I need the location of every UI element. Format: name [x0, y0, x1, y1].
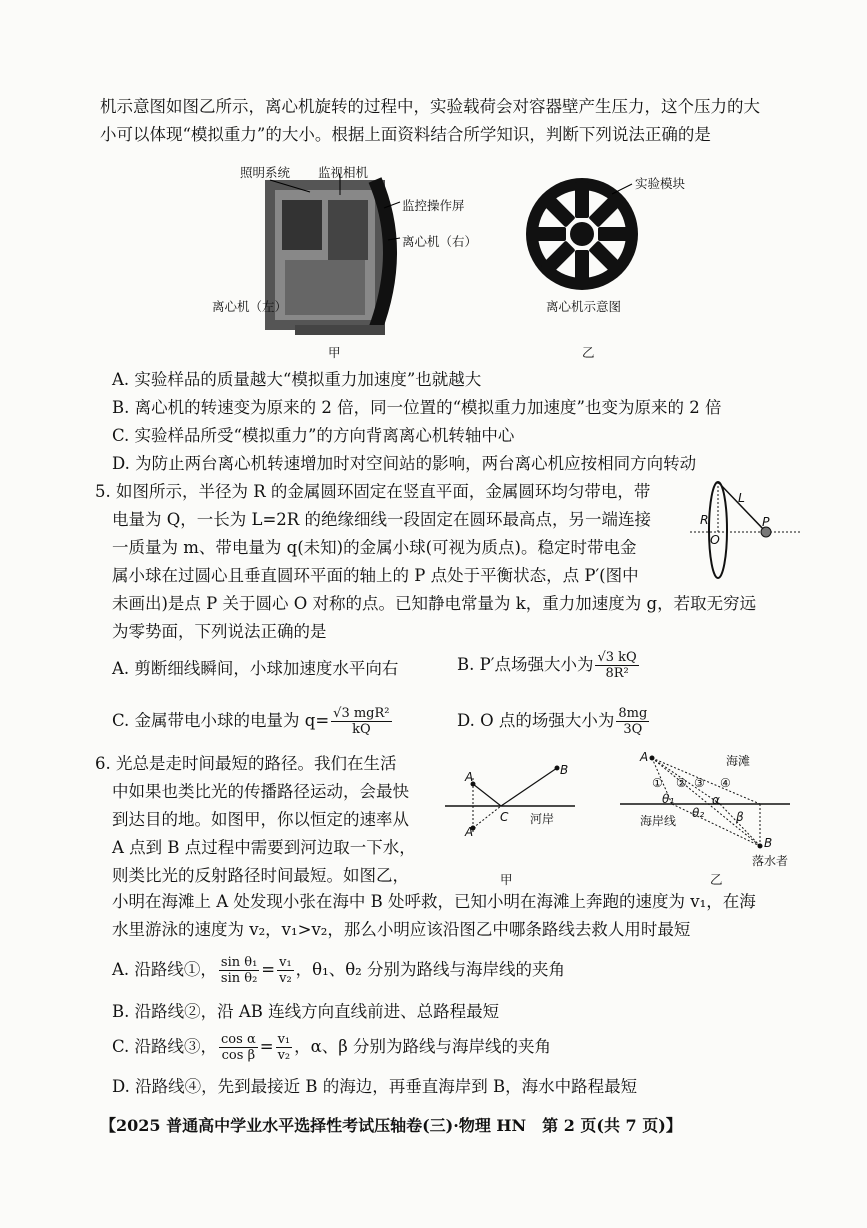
q6-option-c-eq: = — [259, 1037, 274, 1056]
fig-jia-label-B: B — [560, 763, 569, 777]
fig-yi-label-B: B — [764, 836, 773, 850]
q6-option-a-frac2 — [277, 955, 294, 986]
q5-option-d — [457, 706, 651, 737]
label-R: R — [700, 512, 709, 527]
q6-option-d: D. 沿路线④，先到最接近 B 的海边，再垂直海岸到 B，海水中路程最短 — [112, 1077, 638, 1096]
q6-option-a-num2: v₁ — [279, 955, 292, 970]
intro-line-1: 机示意图如图乙所示，离心机旋转的过程中，实验载荷会对容器壁产生压力，这个压力的大 — [100, 97, 760, 116]
q6-option-a-eq: = — [261, 960, 276, 979]
label-module: 实验模块 — [635, 176, 686, 191]
fig-yi-swimmer: 落水者 — [752, 854, 789, 868]
q4-option-b: B. 离心机的转速变为原来的 2 倍，同一位置的“模拟重力加速度”也变为原来的 2 倍 — [112, 398, 722, 417]
q5-option-c-den: kQ — [352, 722, 371, 737]
q4-option-c: C. 实验样品所受“模拟重力”的方向背离离心机转轴中心 — [112, 426, 515, 445]
q6-option-a — [112, 955, 565, 986]
fig-yi-theta1: θ₁ — [662, 792, 675, 806]
q6-option-a-num: sin θ₁ — [220, 955, 258, 970]
fig-jia-label-C: C — [500, 810, 509, 824]
q6-option-a-den2: v₂ — [279, 971, 292, 986]
figure-yi-caption: 乙 — [582, 345, 595, 360]
ring-diagram-drawing — [690, 478, 800, 583]
fig-yi-circle-3: ③ — [694, 776, 705, 790]
label-screen: 监控操作屏 — [402, 198, 465, 213]
q5-option-c-prefix: C. 金属带电小球的电量为 q= — [112, 711, 330, 730]
q5-line-6: 为零势面，下列说法正确的是 — [112, 622, 327, 641]
q4-option-d: D. 为防止两台离心机转速增加时对空间站的影响，两台离心机应按相同方向转动 — [112, 454, 697, 473]
q6-option-c — [112, 1032, 551, 1063]
q6-option-a-suffix: ，θ₁、θ₂ 分别为路线与海岸线的夹角 — [295, 960, 566, 979]
q5-option-b-den: 8R² — [605, 666, 629, 681]
q5-option-b-num: √3 kQ — [597, 650, 637, 665]
label-centrifuge-right: 离心机（右） — [402, 234, 478, 249]
label-centrifuge-left: 离心机（左） — [212, 299, 288, 314]
ring-diagram — [690, 478, 800, 583]
q5-option-b-prefix: B. P′点场强大小为 — [457, 655, 594, 674]
q5-option-d-fraction — [616, 706, 649, 737]
q6-line-4: A 点到 B 点过程中需要到河边取一下水， — [112, 838, 416, 857]
fig-yi-alpha: α — [712, 793, 720, 807]
q5-line-2: 电量为 Q，一长为 L=2R 的绝缘细线一段固定在圆环最高点，另一端连接 — [112, 510, 651, 529]
fig-yi-circle-1: ① — [652, 776, 663, 790]
label-O: O — [710, 532, 720, 547]
q6-line-7: 水里游泳的速度为 v₂，v₁>v₂，那么小明应该沿图乙中哪条路线去救人用时最短 — [112, 920, 691, 939]
q5-option-d-prefix: D. O 点的场强大小为 — [457, 711, 615, 730]
label-L: L — [738, 490, 745, 505]
q6-option-c-frac2 — [276, 1032, 293, 1063]
q6-option-c-prefix: C. 沿路线③， — [112, 1037, 218, 1056]
fig-yi-label-A: A — [640, 750, 649, 764]
q6-option-c-den: cos β — [221, 1048, 256, 1063]
intro-line-2: 小可以体现“模拟重力”的大小。根据上面资料结合所学知识，判断下列说法正确的是 — [100, 125, 711, 144]
q5-option-a: A. 剪断细线瞬间，小球加速度水平向右 — [112, 659, 399, 678]
centrifuge-diagram-drawing — [520, 176, 650, 296]
label-P: P — [762, 514, 770, 529]
q6-line-5: 则类比光的反射路径时间最短。如图乙， — [112, 866, 409, 885]
q6-line-1: 6. 光总是走时间最短的路径。我们在生活 — [95, 754, 397, 773]
q5-option-c — [112, 706, 394, 737]
q5-option-c-num: √3 mgR² — [333, 706, 390, 721]
q5-option-d-num: 8mg — [618, 706, 648, 721]
q6-option-c-den2: v₂ — [277, 1048, 291, 1063]
fig-yi-circle-2: ② — [676, 776, 687, 790]
q5-line-1: 5. 如图所示，半径为 R 的金属圆环固定在竖直平面，金属圆环均匀带电，带 — [95, 482, 651, 501]
fig-yi-circle-4: ④ — [720, 776, 731, 790]
fig-yi-caption: 乙 — [710, 872, 723, 887]
fig-jia-caption: 甲 — [500, 872, 513, 887]
page-footer: 【2025 普通高中学业水平选择性考试压轴卷(三)·物理 HN 第 2 页(共 7 页)】 — [100, 1116, 682, 1135]
q6-option-a-frac1 — [219, 955, 259, 986]
fig-yi-coast: 海岸线 — [640, 814, 677, 828]
q4-option-a: A. 实验样品的质量越大“模拟重力加速度”也就越大 — [112, 370, 482, 389]
q6-line-2: 中如果也类比光的传播路径运动，会最快 — [112, 782, 409, 801]
figure-jia-caption: 甲 — [328, 345, 341, 360]
q6-option-c-suffix: ，α、β 分别为路线与海岸线的夹角 — [294, 1037, 552, 1056]
centrifuge-diagram — [520, 176, 650, 296]
q5-line-3: 一质量为 m、带电量为 q(未知)的金属小球(可视为质点)。稳定时带电金 — [112, 538, 637, 557]
fig-jia-label-A: A — [465, 770, 474, 784]
q6-option-a-den: sin θ₂ — [220, 971, 258, 986]
label-camera: 监视相机 — [318, 165, 369, 180]
q6-line-6: 小明在海滩上 A 处发现小张在海中 B 处呼救，已知小明在海滩上奔跑的速度为 v₁，在海 — [112, 892, 756, 911]
q5-option-c-fraction — [331, 706, 391, 737]
q5-option-b-fraction — [595, 650, 638, 681]
q6-option-c-frac1 — [219, 1032, 258, 1063]
label-lighting: 照明系统 — [240, 165, 291, 180]
label-diagram: 离心机示意图 — [546, 299, 622, 314]
fig-yi-beta: β — [736, 810, 744, 824]
q5-line-5: 未画出)是点 P 关于圆心 O 对称的点。已知静电常量为 k，重力加速度为 g，若取无穷远 — [112, 594, 757, 613]
q5-option-d-den: 3Q — [623, 722, 643, 737]
q5-option-b — [457, 650, 641, 681]
q5-line-4: 属小球在过圆心且垂直圆环平面的轴上的 P 点处于平衡状态，点 P′(图中 — [112, 566, 639, 585]
fig-jia-label-A-prime: A′ — [465, 825, 476, 839]
q6-option-b: B. 沿路线②，沿 AB 连线方向直线前进、总路程最短 — [112, 1002, 500, 1021]
q6-option-c-num: cos α — [221, 1032, 256, 1047]
q6-option-a-prefix: A. 沿路线①， — [112, 960, 217, 979]
q6-line-3: 到达目的地。如图甲，你以恒定的速率从 — [112, 810, 409, 829]
q6-option-c-num2: v₁ — [277, 1032, 291, 1047]
fig-yi-theta2: θ₂ — [692, 806, 705, 820]
fig-yi-label-beach: 海滩 — [726, 754, 751, 768]
fig-jia-label-bank: 河岸 — [530, 812, 555, 826]
